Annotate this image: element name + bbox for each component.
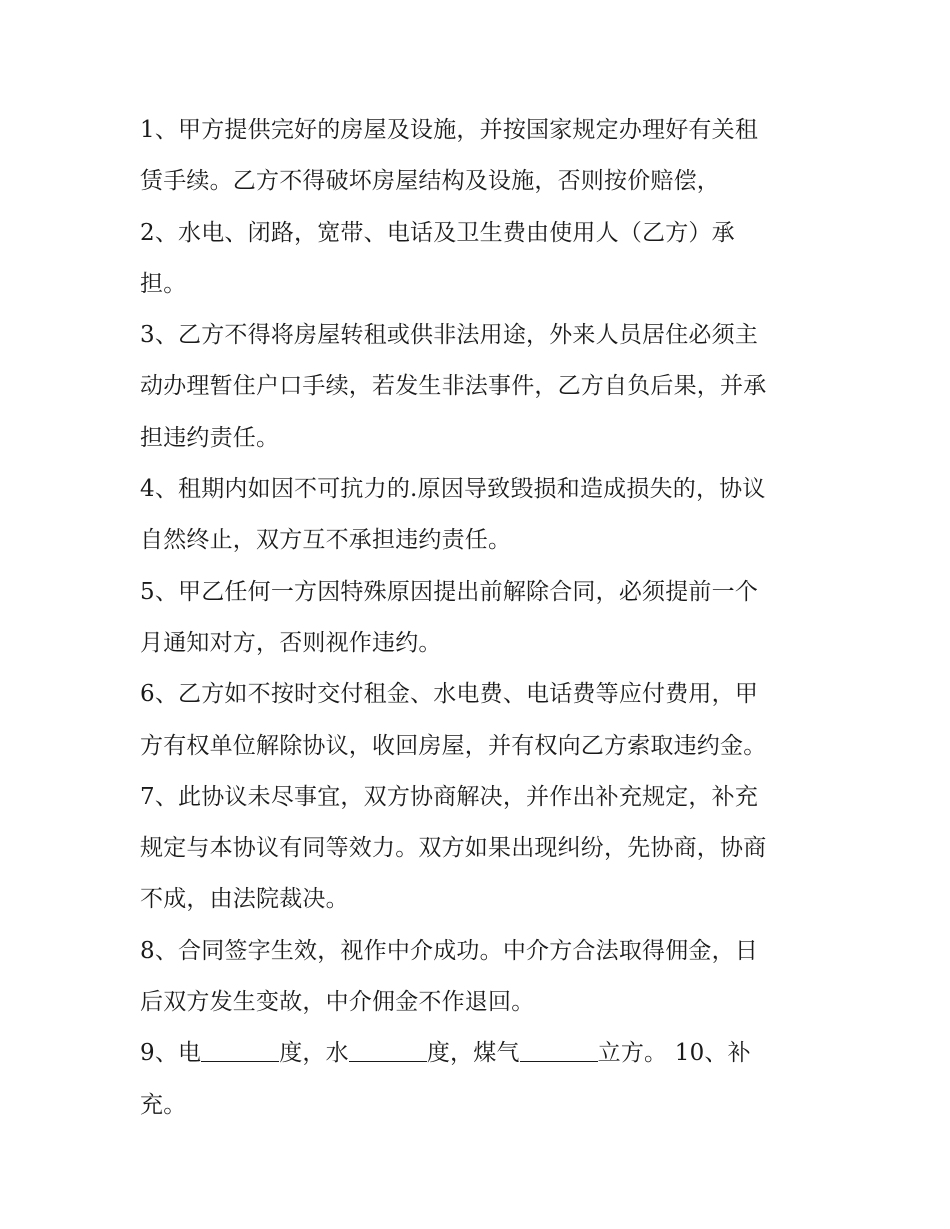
text-line: 充。 — [140, 1091, 187, 1118]
text-line: 月通知对方，否则视作违约。 — [140, 629, 442, 656]
water-blank — [349, 1060, 427, 1062]
text-line: 1、甲方提供完好的房屋及设施，并按国家规定办理好有关租 — [140, 117, 759, 143]
text-line: 2、水电、闭路，宽带、电话及卫生费由使用人（乙方）承 — [140, 219, 735, 246]
text-line: 规定与本协议有同等效力。双方如果出现纠纷，先协商，协商 — [140, 835, 767, 862]
text-line: 4、租期内如因不可抗力的.原因导致毁损和造成损失的，协议 — [140, 476, 766, 503]
text-line: 不成，由法院裁决。 — [140, 886, 349, 913]
text-line: 6、乙方如不按时交付租金、水电费、电话费等应付费用，甲 — [140, 681, 759, 708]
text-line: 担。 — [140, 270, 187, 297]
text-line: 赁手续。乙方不得破坏房屋结构及设施，否则按价赔偿， — [140, 168, 720, 195]
text-line: 自然终止，双方互不承担违约责任。 — [140, 527, 512, 554]
fill-part-2: 度，水 — [279, 1040, 349, 1067]
fill-in-line — [140, 1028, 830, 1079]
text-line: 7、此协议未尽事宜，双方协商解决，并作出补充规定，补充 — [140, 783, 759, 810]
electricity-blank — [201, 1060, 279, 1062]
text-line: 方有权单位解除协议，收回房屋，并有权向乙方索取违约金。 — [140, 732, 767, 759]
gas-blank — [520, 1060, 598, 1062]
fill-prefix: 9、电 — [140, 1040, 202, 1067]
contract-terms — [140, 105, 830, 1131]
text-line: 3、乙方不得将房屋转租或供非法用途，外来人员居住必须主 — [140, 322, 759, 349]
fill-part-3: 度，煤气 — [426, 1040, 520, 1067]
text-line: 动办理暂住户口手续，若发生非法事件，乙方自负后果，并承 — [140, 373, 767, 400]
text-line: 8、合同签字生效，视作中介成功。中介方合法取得佣金，日 — [140, 937, 759, 964]
text-line: 5、甲乙任何一方因特殊原因提出前解除合同，必须提前一个 — [140, 578, 759, 605]
text-line: 担违约责任。 — [140, 424, 280, 451]
text-line: 后双方发生变故，中介佣金不作退回。 — [140, 989, 535, 1016]
fill-part-4: 立方。 10、补 — [597, 1040, 751, 1067]
